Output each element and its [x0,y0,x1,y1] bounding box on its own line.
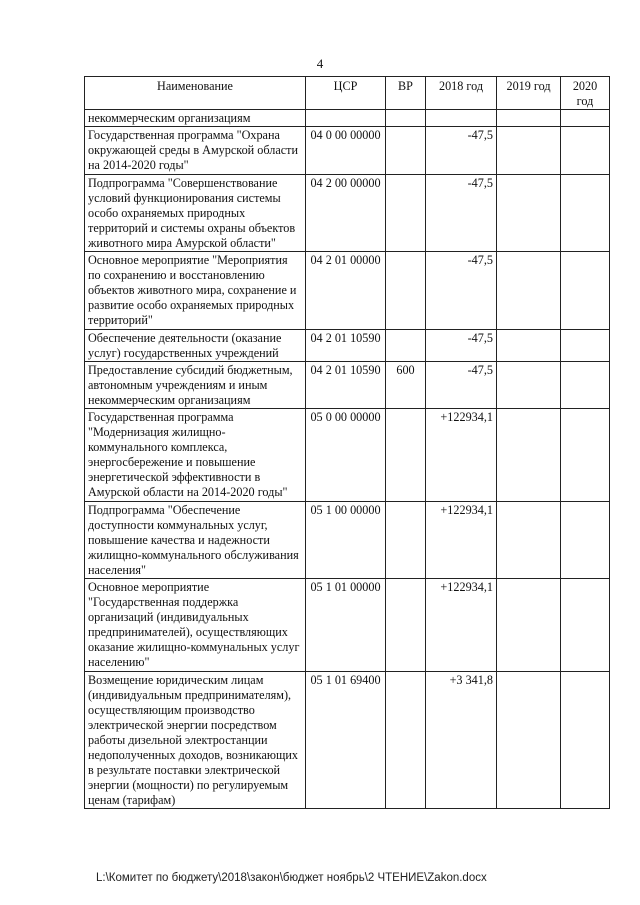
cell-2018: -47,5 [426,174,497,251]
table-header-row [85,77,610,110]
cell-csr: 04 2 01 00000 [306,252,386,329]
cell-2019 [497,361,561,408]
cell-csr: 05 1 01 00000 [306,579,386,672]
header-name: Наименование [85,77,306,110]
table-row [85,579,610,672]
cell-2018 [426,110,497,127]
cell-vr [386,579,426,672]
table-row [85,252,610,329]
cell-csr: 04 2 01 10590 [306,361,386,408]
cell-vr [386,252,426,329]
cell-2020 [561,329,610,361]
cell-2019 [497,671,561,809]
cell-name: Основное мероприятие "Государственная поддержка организаций (индивидуальных предпринимателей), осуществляющих оказание жилищно-коммунальных услуг населению" [85,579,306,672]
table-row [85,127,610,174]
cell-2018: +122934,1 [426,579,497,672]
cell-vr [386,127,426,174]
cell-2019 [497,110,561,127]
cell-csr: 04 2 00 00000 [306,174,386,251]
cell-2018: -47,5 [426,127,497,174]
table-row [85,408,610,501]
cell-2019 [497,174,561,251]
cell-2020 [561,174,610,251]
cell-2019 [497,252,561,329]
cell-name: Предоставление субсидий бюджетным, автономным учреждениям и иным некоммерческим организациям [85,361,306,408]
cell-name: Возмещение юридическим лицам (индивидуальным предпринимателям), осуществляющим производство электрической энергии посредством работы дизельной электростанции недополученных доходов, возникающих в результате поставки электрической энергии (мощности) по регулируемым ценам (тарифам) [85,671,306,809]
cell-csr: 05 1 01 69400 [306,671,386,809]
table-row [85,501,610,578]
header-2018: 2018 год [426,77,497,110]
header-2019: 2019 год [497,77,561,110]
cell-vr [386,110,426,127]
cell-vr [386,329,426,361]
cell-2019 [497,408,561,501]
header-2020: 2020 год [561,77,610,110]
cell-csr: 04 0 00 00000 [306,127,386,174]
cell-vr [386,501,426,578]
cell-2020 [561,671,610,809]
cell-2018: +122934,1 [426,408,497,501]
budget-table [84,76,610,809]
cell-name: Подпрограмма "Совершенствование условий функционирования системы особо охраняемых природных территорий и системы охраны объектов животного мира Амурской области" [85,174,306,251]
cell-name: Государственная программа "Модернизация жилищно-коммунального комплекса, энергосбережение и повышение энергетической эффективности в Амурской области на 2014-2020 годы" [85,408,306,501]
cell-2019 [497,329,561,361]
cell-csr: 04 2 01 10590 [306,329,386,361]
cell-name: Обеспечение деятельности (оказание услуг) государственных учреждений [85,329,306,361]
cell-vr [386,671,426,809]
table-row [85,361,610,408]
cell-2020 [561,501,610,578]
cell-name: Основное мероприятие "Мероприятия по сохранению и восстановлению объектов животного мира, сохранение и развитие особо охраняемых природных территорий" [85,252,306,329]
cell-2020 [561,110,610,127]
cell-2020 [561,361,610,408]
cell-2020 [561,408,610,501]
cell-name: Подпрограмма "Обеспечение доступности коммунальных услуг, повышение качества и надежности жилищно-коммунального обслуживания населения" [85,501,306,578]
cell-2018: +3 341,8 [426,671,497,809]
table-row [85,174,610,251]
header-csr: ЦСР [306,77,386,110]
cell-2018: -47,5 [426,329,497,361]
cell-2020 [561,579,610,672]
cell-vr [386,174,426,251]
table-row [85,110,610,127]
cell-csr: 05 1 00 00000 [306,501,386,578]
table-row [85,671,610,809]
cell-vr [386,408,426,501]
cell-csr [306,110,386,127]
cell-2018: -47,5 [426,252,497,329]
cell-2019 [497,127,561,174]
cell-2020 [561,252,610,329]
cell-2020 [561,127,610,174]
cell-2019 [497,501,561,578]
cell-2019 [497,579,561,672]
cell-name: Государственная программа "Охрана окружающей среды в Амурской области на 2014-2020 годы" [85,127,306,174]
cell-vr: 600 [386,361,426,408]
footer-file-path: L:\Комитет по бюджету\2018\закон\бюджет ноябрь\2 ЧТЕНИЕ\Zakon.docx [96,872,487,884]
cell-2018: -47,5 [426,361,497,408]
cell-name: некоммерческим организациям [85,110,306,127]
page-number: 4 [316,56,324,71]
cell-2018: +122934,1 [426,501,497,578]
header-vr: ВР [386,77,426,110]
table-row [85,329,610,361]
cell-csr: 05 0 00 00000 [306,408,386,501]
